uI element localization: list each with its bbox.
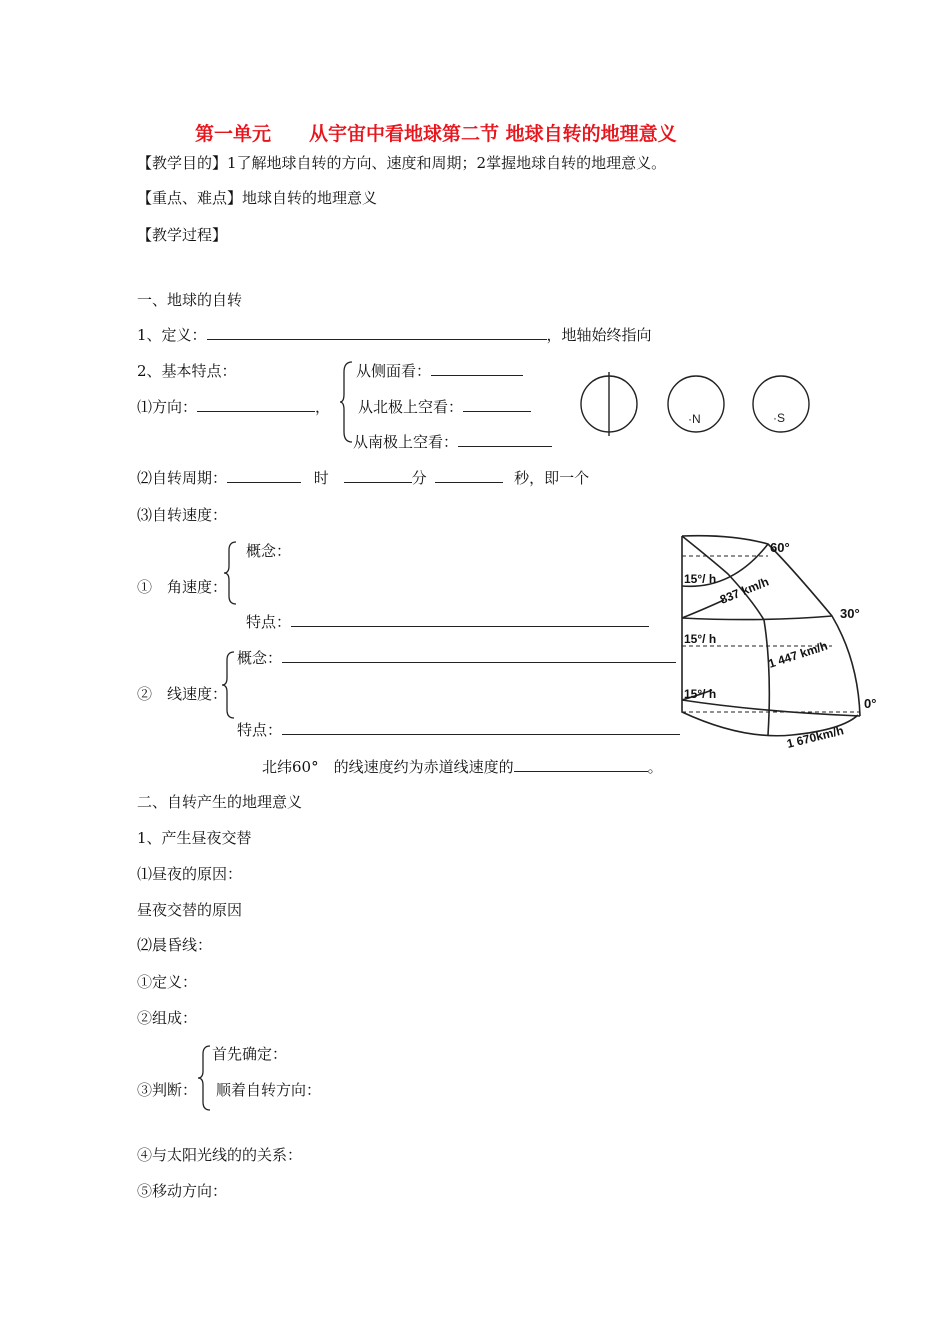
features-label: 2、基本特点： — [137, 362, 237, 380]
direction-brace — [340, 360, 354, 444]
period-label: ⑵自转周期： — [137, 469, 228, 487]
side-view-blank — [431, 361, 523, 376]
section2-item1: 1、产生昼夜交替 — [137, 829, 252, 847]
angular-speed-label-2: 15°/ h — [684, 632, 717, 646]
key-points: 【重点、难点】地球自转的地理意义 — [137, 189, 378, 207]
direction-label: ⑴方向： — [137, 398, 198, 416]
period-line — [137, 468, 589, 488]
speed-30-label: 1 447 km/h — [766, 638, 830, 671]
day-night-cause: ⑴昼夜的原因： — [137, 865, 243, 883]
linear-feature-label: 特点： — [237, 721, 283, 739]
south-view-blank — [458, 432, 552, 447]
ratio-end: 。 — [647, 758, 663, 776]
lat-30-label: 30° — [840, 606, 860, 621]
unit-second: 秒，即一个 — [514, 469, 590, 487]
north-view-line — [358, 397, 531, 417]
speed-label: ⑶自转速度： — [137, 506, 228, 524]
angular-feature-blank — [291, 612, 649, 627]
definition-label: 1、定义： — [137, 326, 207, 344]
south-view-line — [353, 432, 552, 452]
unit-minute: 分 — [411, 469, 427, 487]
angular-concept: 概念： — [246, 542, 292, 560]
linear-label: ② 线速度： — [137, 685, 228, 703]
lat-60-label: 60° — [770, 540, 790, 555]
judge-label: ③判断： — [137, 1081, 198, 1099]
section2-heading: 二、自转产生的地理意义 — [137, 793, 303, 811]
direction-line — [137, 397, 330, 417]
judge-follow: 顺着自转方向： — [216, 1081, 322, 1099]
rotation-speed-diagram — [672, 530, 882, 760]
linear-concept-label: 概念： — [237, 649, 283, 667]
globe-north-view-icon — [666, 374, 728, 436]
side-view-label: 从侧面看： — [356, 362, 432, 380]
ratio-blank — [514, 757, 648, 772]
judge-brace — [198, 1044, 212, 1112]
globe-side-view-icon — [579, 372, 641, 438]
angular-speed-label-1: 15°/ h — [684, 572, 717, 586]
north-marker: ·N — [688, 412, 701, 426]
movement-direction: ⑤移动方向： — [137, 1182, 228, 1200]
ratio-line — [262, 757, 663, 777]
linear-concept-blank — [282, 648, 676, 663]
south-marker: ·S — [773, 411, 785, 425]
north-view-label: 从北极上空看： — [358, 398, 464, 416]
teaching-process: 【教学过程】 — [137, 226, 228, 244]
second-blank — [435, 468, 503, 483]
terminator-composition: ②组成： — [137, 1009, 198, 1027]
section1-heading: 一、地球的自转 — [137, 291, 243, 309]
direction-comma: ， — [315, 398, 331, 416]
terminator-definition: ①定义： — [137, 973, 198, 991]
alternation-cause: 昼夜交替的原因 — [137, 901, 243, 919]
linear-concept-line — [237, 648, 676, 668]
angular-speed-label-3: 15°/ h — [684, 687, 717, 701]
side-view-line — [356, 361, 523, 381]
terminator-label: ⑵晨昏线： — [137, 936, 213, 954]
angular-feature-label: 特点： — [246, 613, 292, 631]
sunlight-relation: ④与太阳光线的的关系： — [137, 1146, 303, 1164]
speed-0-label: 1 670km/h — [785, 723, 846, 751]
angular-label: ① 角速度： — [137, 578, 228, 596]
ratio-text: 北纬60° 的线速度约为赤道线速度的 — [262, 758, 514, 776]
direction-blank — [197, 397, 315, 412]
teaching-objectives: 【教学目的】1了解地球自转的方向、速度和周期；2掌握地球自转的地理意义。 — [137, 154, 667, 172]
north-view-blank — [463, 397, 531, 412]
definition-line — [137, 325, 652, 345]
page-title: 第一单元 从宇宙中看地球第二节 地球自转的地理意义 — [195, 123, 677, 145]
linear-feature-blank — [282, 720, 680, 735]
south-view-label: 从南极上空看： — [353, 433, 459, 451]
hour-blank — [227, 468, 301, 483]
unit-hour: 时 — [313, 469, 329, 487]
judge-first: 首先确定： — [212, 1045, 288, 1063]
linear-feature-line — [237, 720, 680, 740]
lat-0-label: 0° — [864, 696, 877, 711]
minute-blank — [344, 468, 412, 483]
angular-feature-line — [246, 612, 649, 632]
definition-suffix: ，地轴始终指向 — [546, 326, 652, 344]
definition-blank — [207, 325, 547, 340]
speed-60-label: 837 km/h — [717, 574, 771, 607]
globe-south-view-icon — [751, 374, 813, 436]
